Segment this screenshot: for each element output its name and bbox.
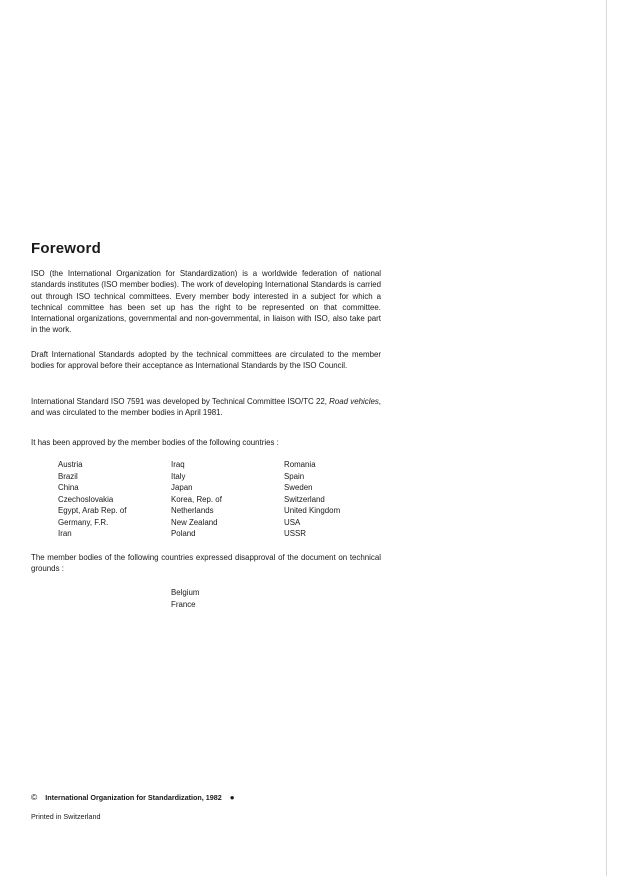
country-item: France (171, 599, 196, 609)
approval-country-list (58, 459, 404, 540)
paragraph-approval-intro: It has been approved by the member bodies of the following countries : (31, 438, 279, 447)
country-item: Belgium (171, 588, 200, 597)
country-item: Spain (284, 471, 305, 481)
printed-location: Printed in Switzerland (31, 812, 101, 821)
country-item: New Zealand (171, 517, 218, 527)
country-item: Sweden (284, 483, 313, 492)
country-item: United Kingdom (284, 506, 341, 515)
copyright-line (31, 792, 235, 802)
country-item: Czechoslovakia (58, 494, 114, 504)
paragraph-draft-standards: Draft International Standards adopted by the technical committees are circulated to the member bodies for approval before their acceptance as International Standards by the ISO Council. (31, 350, 381, 371)
country-item: Japan (171, 483, 193, 492)
committee-title: Road vehicles (329, 397, 379, 406)
country-item: Netherlands (171, 506, 214, 515)
country-item: Egypt, Arab Rep. of (58, 506, 127, 515)
page-title: Foreword (31, 240, 101, 257)
paragraph-iso-intro: ISO (the International Organization for Standardization) is a worldwide federation of national standards institutes (ISO member bodies). The work of developing International Standards is carried out through ISO technical committees. Every member body interested in a subject for which a technical committee has been set up has the right to be represented on that committee. International organizations, governmental and non-governmental, in liaison with ISO, also take part in the work. (31, 269, 381, 335)
country-item: Iraq (171, 460, 185, 469)
country-item: Italy (171, 471, 186, 481)
disapproval-country-list (171, 587, 200, 610)
development-text-end: , and was circulated to the member bodies in April 1981. (31, 397, 381, 418)
country-item: Iran (58, 529, 72, 538)
paragraph-disapproval-intro: The member bodies of the following countries expressed disapproval of the document on technical grounds : (31, 553, 381, 574)
country-item: China (58, 483, 79, 492)
copyright-symbol: © (31, 792, 38, 802)
page-edge-line (606, 0, 607, 876)
copyright-text: International Organization for Standardization, 1982 (45, 792, 222, 802)
bullet-icon: ● (229, 792, 235, 802)
paragraph-development (31, 396, 381, 419)
country-item: USSR (284, 529, 306, 538)
country-item: USA (284, 517, 301, 527)
country-item: Germany, F.R. (58, 517, 109, 527)
country-column-1 (58, 459, 171, 540)
country-item: Poland (171, 529, 196, 538)
country-item: Austria (58, 460, 83, 469)
country-item: Korea, Rep. of (171, 494, 222, 504)
country-item: Switzerland (284, 494, 325, 504)
development-text-start: International Standard ISO 7591 was developed by Technical Committee ISO/TC 22, (31, 397, 330, 406)
country-column-3 (284, 459, 404, 540)
country-item: Romania (284, 460, 316, 469)
country-item: Brazil (58, 471, 78, 481)
country-column-2 (171, 459, 284, 540)
